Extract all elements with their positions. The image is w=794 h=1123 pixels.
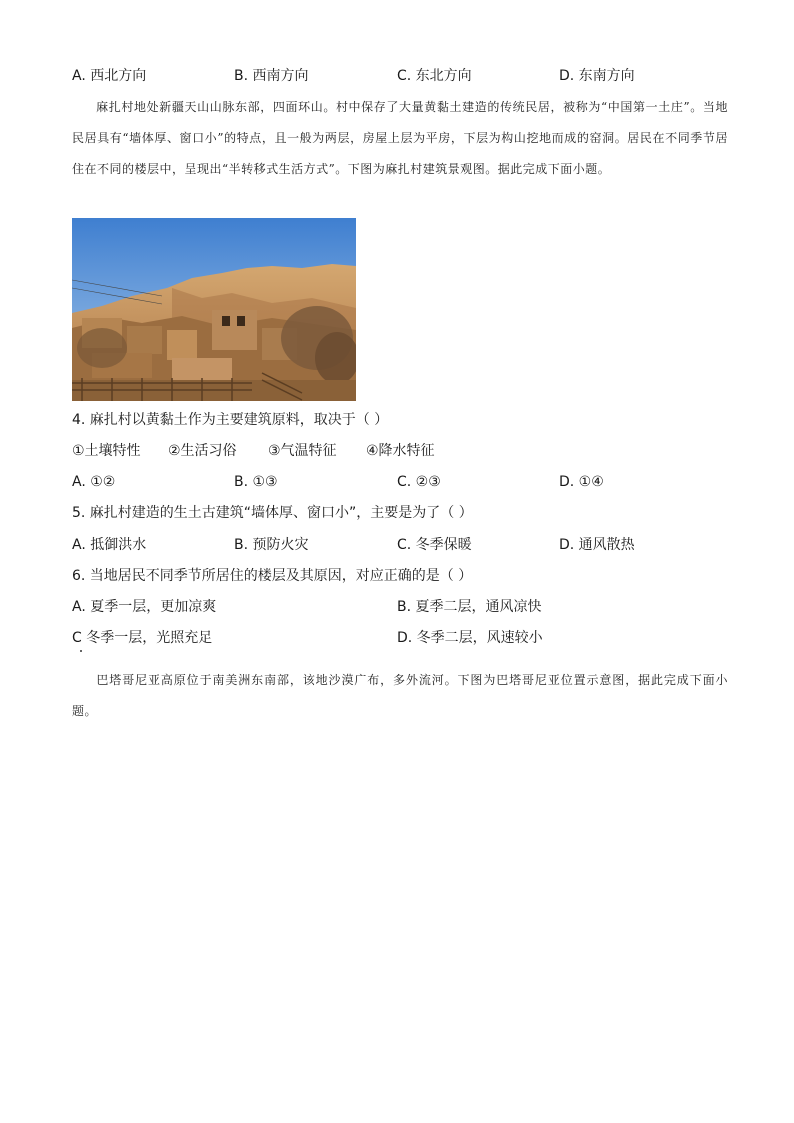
q3-option-c[interactable]: C. 东北方向: [397, 68, 472, 84]
q4-option-c[interactable]: C. ②③: [397, 474, 441, 490]
q3-option-d[interactable]: D. 东南方向: [559, 68, 635, 84]
passage-mazha-text: 麻扎村地处新疆天山山脉东部，四面环山。村中保存了大量黄黏土建造的传统民居，被称为“中国第一土庄”。当地民居具有“墙体厚、窗口小”的特点，且一般为两层，房屋上层为平房，下层为构山挖地而成的窑洞。居民在不同季节居住在不同的楼层中，呈现出“半转移式生活方式”。下图为麻扎村建筑景观图。据此完成下面小题。: [72, 100, 728, 176]
passage-mazha: [72, 92, 728, 185]
stray-mark: [80, 650, 82, 652]
mazha-village-photo: [72, 218, 356, 401]
q5-option-b[interactable]: B. 预防火灾: [234, 537, 309, 553]
q3-option-a[interactable]: A. 西北方向: [72, 68, 147, 84]
q3-options-row: [72, 65, 732, 87]
q5-option-c[interactable]: C. 冬季保暖: [397, 537, 472, 553]
q3-option-b[interactable]: B. 西南方向: [234, 68, 309, 84]
q4-options-row: [72, 471, 732, 493]
passage-patagonia: [72, 665, 728, 727]
q6-option-b[interactable]: B. 夏季二层，通风凉快: [397, 599, 542, 615]
q5-stem: 5. 麻扎村建造的生土古建筑“墙体厚、窗口小”，主要是为了（ ）: [72, 505, 473, 521]
q5-option-d[interactable]: D. 通风散热: [559, 537, 635, 553]
q4-factor-1: ①土壤特性: [72, 443, 141, 459]
q4-factor-3: ③气温特征: [268, 443, 337, 459]
q6-option-c[interactable]: C 冬季一层，光照充足: [72, 630, 213, 646]
q4-factors-row: [72, 440, 732, 462]
q5-option-a[interactable]: A. 抵御洪水: [72, 537, 147, 553]
q6-stem: 6. 当地居民不同季节所居住的楼层及其原因，对应正确的是（ ）: [72, 568, 473, 584]
q6-options-row-1: [72, 596, 732, 618]
q4-option-d[interactable]: D. ①④: [559, 474, 604, 490]
q4-factor-2: ②生活习俗: [168, 443, 237, 459]
q4-option-b[interactable]: B. ①③: [234, 474, 278, 490]
q6-option-a[interactable]: A. 夏季一层，更加凉爽: [72, 599, 217, 615]
passage-patagonia-text: 巴塔哥尼亚高原位于南美洲东南部，该地沙漠广布，多外流河。下图为巴塔哥尼亚位置示意图，据此完成下面小题。: [72, 673, 728, 718]
q6-option-d[interactable]: D. 冬季二层，风速较小: [397, 630, 543, 646]
q4-stem: 4. 麻扎村以黄黏土作为主要建筑原料，取决于（ ）: [72, 412, 389, 428]
q6-options-row-2: [72, 627, 732, 649]
q4-option-a[interactable]: A. ①②: [72, 474, 116, 490]
q4-factor-4: ④降水特征: [366, 443, 435, 459]
q5-options-row: [72, 534, 732, 556]
